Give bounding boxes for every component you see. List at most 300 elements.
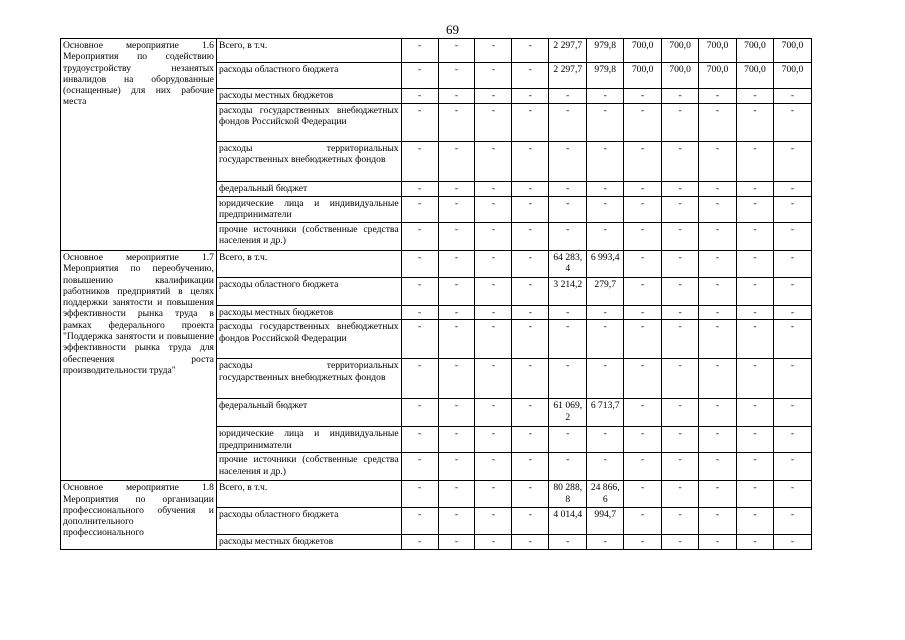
value-text: - (528, 64, 532, 75)
value-text: - (641, 321, 645, 333)
value-text: - (566, 224, 570, 235)
value-cell (624, 251, 662, 278)
value-cell (475, 535, 512, 549)
value-text: - (641, 307, 645, 318)
value-cell (624, 182, 662, 197)
value-cell (737, 63, 774, 89)
value-text: - (417, 428, 422, 440)
value-text: - (753, 509, 757, 521)
funding-source-cell: прочие источники (собственные средства населения и др.) (216, 453, 401, 481)
value-cell (401, 39, 438, 63)
value-text: - (528, 360, 532, 372)
value-cell (737, 427, 774, 453)
value-text: - (678, 360, 682, 372)
value-text: - (790, 454, 795, 466)
value-cell (699, 39, 737, 63)
value-text: - (641, 454, 645, 466)
value-cell (624, 399, 662, 427)
value-cell (624, 427, 662, 453)
value-text: - (790, 90, 795, 101)
event-name-cell: Основное мероприятие 1.8 Мероприятия по организации профессионального обучения и дополнительного профессионального (61, 481, 217, 549)
value-cell (401, 427, 438, 453)
value-text: - (454, 321, 459, 333)
value-text: - (603, 321, 607, 333)
value-cell (438, 278, 475, 306)
value-text: - (753, 536, 757, 548)
value-text: - (678, 279, 682, 290)
value-text: - (790, 482, 795, 494)
value-cell (475, 427, 512, 453)
value-cell (773, 508, 811, 535)
value-text: - (417, 252, 422, 263)
value-text: - (417, 360, 422, 372)
value-text: - (790, 428, 795, 440)
value-text: - (603, 454, 607, 466)
event-name-cell: Основное мероприятие 1.6 Мероприятия по содействию трудоустройству незанятых инвалидов на оборудованные (оснащенные) для них рабочие места (61, 39, 217, 251)
value-text: 6 713,7 (590, 400, 620, 412)
value-cell (662, 142, 699, 182)
value-text: - (566, 360, 570, 372)
value-text: 994,7 (594, 509, 616, 521)
value-cell (549, 182, 587, 197)
value-cell (773, 359, 811, 399)
value-cell (512, 251, 549, 278)
value-cell (549, 508, 587, 535)
value-text: - (715, 509, 720, 521)
value-cell (438, 508, 475, 535)
value-cell (773, 63, 811, 89)
value-text: - (715, 224, 720, 235)
value-text: 700,0 (744, 64, 766, 75)
value-cell (737, 481, 774, 508)
value-cell (475, 399, 512, 427)
value-text: - (454, 536, 459, 548)
value-text: 4 014,4 (553, 509, 583, 521)
value-text: - (753, 482, 757, 494)
value-cell (475, 223, 512, 251)
value-cell (438, 89, 475, 104)
value-text: - (491, 307, 496, 318)
value-text: 3 214,2 (553, 279, 583, 290)
value-text: - (715, 252, 720, 263)
value-text: - (678, 252, 682, 263)
value-cell (662, 399, 699, 427)
table-row (61, 39, 812, 63)
value-cell (401, 453, 438, 481)
value-cell (587, 399, 624, 427)
value-text: - (753, 307, 757, 318)
value-cell (549, 63, 587, 89)
value-text: - (528, 321, 532, 333)
value-cell (773, 39, 811, 63)
value-text: - (641, 183, 645, 194)
funding-source-cell: Всего, в т.ч. (216, 251, 401, 278)
value-text: - (603, 90, 607, 101)
value-text: - (417, 143, 422, 154)
value-text: - (641, 509, 645, 521)
value-text: - (715, 198, 720, 209)
value-text: - (715, 279, 720, 290)
value-text: - (678, 454, 682, 466)
value-cell (699, 104, 737, 142)
value-cell (512, 535, 549, 549)
value-text: - (491, 454, 496, 466)
value-text: - (491, 400, 496, 412)
value-cell (624, 359, 662, 399)
value-cell (587, 197, 624, 223)
value-text: - (641, 90, 645, 101)
value-text: - (715, 143, 720, 154)
value-text: - (454, 509, 459, 521)
value-text: 700,0 (781, 64, 804, 75)
value-text: - (491, 536, 496, 548)
value-cell (587, 320, 624, 359)
value-cell (662, 453, 699, 481)
table-row (61, 251, 812, 278)
value-text: - (454, 143, 459, 154)
value-cell (549, 251, 587, 278)
value-text: - (528, 183, 532, 194)
value-text: - (528, 143, 532, 154)
value-text: - (528, 224, 532, 235)
value-text: 2 297,7 (553, 40, 583, 51)
value-text: - (417, 482, 422, 494)
value-text: - (528, 105, 532, 116)
value-text: 979,8 (594, 64, 616, 75)
value-text: - (491, 198, 496, 209)
value-cell (662, 481, 699, 508)
value-text: - (678, 428, 682, 440)
funding-source-cell: расходы местных бюджетов (216, 535, 401, 549)
value-cell (699, 306, 737, 320)
value-text: - (678, 105, 682, 116)
value-cell (512, 89, 549, 104)
value-cell (438, 359, 475, 399)
value-cell (401, 142, 438, 182)
funding-source-cell: юридические лица и индивидуальные предприниматели (216, 197, 401, 223)
value-cell (438, 223, 475, 251)
value-text: - (603, 143, 607, 154)
value-text: - (454, 105, 459, 116)
value-text: - (790, 143, 795, 154)
value-cell (587, 39, 624, 63)
value-text: - (790, 307, 795, 318)
value-cell (662, 223, 699, 251)
value-text: - (491, 252, 496, 263)
value-cell (438, 142, 475, 182)
value-cell (549, 399, 587, 427)
value-cell (401, 89, 438, 104)
value-cell (737, 197, 774, 223)
value-text: - (454, 482, 459, 494)
value-cell (587, 535, 624, 549)
value-text: - (417, 224, 422, 235)
value-text: - (641, 105, 645, 116)
value-cell (475, 251, 512, 278)
value-text: - (528, 454, 532, 466)
value-cell (699, 320, 737, 359)
value-text: - (641, 279, 645, 290)
value-cell (549, 320, 587, 359)
value-text: - (753, 360, 757, 372)
value-cell (624, 63, 662, 89)
value-text: - (528, 40, 532, 51)
value-text: 700,0 (781, 40, 804, 51)
funding-source-cell: расходы областного бюджета (216, 63, 401, 89)
value-cell (737, 89, 774, 104)
value-text: 700,0 (669, 64, 691, 75)
value-text: - (790, 224, 795, 235)
value-cell (773, 427, 811, 453)
value-text: - (454, 224, 459, 235)
value-cell (587, 306, 624, 320)
value-text: - (528, 536, 532, 548)
value-cell (512, 142, 549, 182)
value-text: 2 297,7 (553, 64, 583, 75)
value-cell (662, 63, 699, 89)
value-text: - (491, 360, 496, 372)
value-cell (401, 481, 438, 508)
value-cell (475, 481, 512, 508)
value-text: - (790, 252, 795, 263)
funding-source-cell: расходы местных бюджетов (216, 89, 401, 104)
value-cell (699, 63, 737, 89)
value-text: 700,0 (631, 40, 654, 51)
value-cell (587, 142, 624, 182)
value-text: - (790, 198, 795, 209)
value-cell (737, 182, 774, 197)
value-cell (587, 508, 624, 535)
table-body (61, 39, 812, 550)
value-cell (737, 142, 774, 182)
value-cell (549, 104, 587, 142)
value-cell (401, 359, 438, 399)
value-text: - (790, 360, 795, 372)
value-text: - (641, 428, 645, 440)
value-text: - (753, 90, 757, 101)
value-cell (475, 453, 512, 481)
value-text: - (491, 40, 496, 51)
value-text: - (417, 64, 422, 75)
value-cell (662, 197, 699, 223)
value-text: - (678, 224, 682, 235)
value-cell (438, 399, 475, 427)
funding-source-cell: расходы областного бюджета (216, 278, 401, 306)
value-cell (512, 359, 549, 399)
value-cell (624, 142, 662, 182)
value-cell (549, 142, 587, 182)
value-cell (475, 89, 512, 104)
value-cell (549, 427, 587, 453)
value-cell (475, 182, 512, 197)
value-text: - (417, 536, 422, 548)
budget-table (60, 38, 812, 550)
value-text: - (528, 198, 532, 209)
value-text: - (715, 482, 720, 494)
value-cell (438, 306, 475, 320)
value-cell (512, 197, 549, 223)
value-text: - (678, 183, 682, 194)
value-text: - (678, 509, 682, 521)
value-text: - (715, 90, 720, 101)
value-cell (401, 306, 438, 320)
value-text: - (603, 198, 607, 209)
value-cell (624, 453, 662, 481)
value-text: - (715, 400, 720, 412)
value-cell (773, 481, 811, 508)
value-text: - (603, 360, 607, 372)
value-cell (699, 223, 737, 251)
value-text: - (417, 454, 422, 466)
value-cell (549, 453, 587, 481)
value-text: - (753, 321, 757, 333)
value-cell (624, 104, 662, 142)
value-cell (662, 39, 699, 63)
value-text: - (491, 143, 496, 154)
value-cell (512, 481, 549, 508)
value-cell (587, 453, 624, 481)
value-text: - (641, 224, 645, 235)
value-text: - (603, 224, 607, 235)
value-cell (662, 89, 699, 104)
value-cell (662, 427, 699, 453)
value-text: - (491, 279, 496, 290)
value-text: - (528, 307, 532, 318)
value-text: - (641, 198, 645, 209)
value-cell (587, 182, 624, 197)
value-cell (737, 453, 774, 481)
value-text: - (528, 279, 532, 290)
value-text: - (454, 40, 459, 51)
value-cell (512, 104, 549, 142)
value-cell (773, 223, 811, 251)
value-cell (587, 359, 624, 399)
value-text: - (641, 400, 645, 412)
value-cell (737, 104, 774, 142)
value-cell (587, 481, 624, 508)
value-text: - (715, 428, 720, 440)
value-cell (438, 197, 475, 223)
value-text: - (528, 400, 532, 412)
value-cell (475, 320, 512, 359)
value-text: - (790, 400, 795, 412)
value-cell (401, 535, 438, 549)
value-cell (549, 278, 587, 306)
value-text: - (678, 321, 682, 333)
value-cell (662, 278, 699, 306)
value-cell (737, 320, 774, 359)
value-cell (737, 535, 774, 549)
value-text: - (603, 428, 607, 440)
value-cell (662, 359, 699, 399)
value-cell (475, 359, 512, 399)
value-cell (662, 508, 699, 535)
value-cell (662, 535, 699, 549)
value-text: 700,0 (631, 64, 654, 75)
value-text: - (678, 90, 682, 101)
funding-source-cell: расходы государственных внебюджетных фондов Российской Федерации (216, 104, 401, 142)
value-cell (401, 63, 438, 89)
value-text: - (491, 64, 496, 75)
value-cell (475, 306, 512, 320)
value-text: 64 283,4 (553, 252, 583, 275)
funding-source-cell: федеральный бюджет (216, 182, 401, 197)
value-cell (475, 278, 512, 306)
value-cell (737, 251, 774, 278)
value-text: - (528, 252, 532, 263)
value-cell (699, 359, 737, 399)
value-text: - (603, 105, 607, 116)
value-cell (587, 63, 624, 89)
value-text: 700,0 (669, 40, 691, 51)
value-text: - (678, 400, 682, 412)
value-cell (699, 182, 737, 197)
value-text: - (753, 183, 757, 194)
value-text: - (454, 400, 459, 412)
value-text: 700,0 (706, 64, 729, 75)
value-text: 80 288,8 (553, 482, 583, 505)
value-cell (624, 306, 662, 320)
value-text: - (641, 536, 645, 548)
funding-source-cell: расходы областного бюджета (216, 508, 401, 535)
value-cell (549, 306, 587, 320)
value-cell (773, 89, 811, 104)
value-cell (737, 39, 774, 63)
value-text: - (641, 252, 645, 263)
value-text: - (491, 183, 496, 194)
value-text: - (790, 183, 795, 194)
value-text: - (715, 454, 720, 466)
value-text: - (417, 105, 422, 116)
value-text: - (753, 105, 757, 116)
value-text: - (491, 321, 496, 333)
value-cell (475, 508, 512, 535)
value-cell (587, 278, 624, 306)
value-cell (512, 39, 549, 63)
value-cell (438, 182, 475, 197)
value-cell (401, 251, 438, 278)
value-text: 700,0 (706, 40, 729, 51)
value-text: - (528, 509, 532, 521)
value-text: - (790, 279, 795, 290)
value-cell (699, 453, 737, 481)
value-cell (662, 182, 699, 197)
value-cell (475, 39, 512, 63)
value-cell (438, 481, 475, 508)
value-text: - (491, 224, 496, 235)
value-cell (587, 223, 624, 251)
value-cell (401, 223, 438, 251)
value-text: - (491, 428, 496, 440)
page-number: 69 (446, 22, 459, 37)
value-text: - (491, 105, 496, 116)
value-cell (624, 278, 662, 306)
value-text: - (528, 428, 532, 440)
funding-source-cell: прочие источники (собственные средства населения и др.) (216, 223, 401, 251)
value-text: - (454, 64, 459, 75)
value-cell (624, 197, 662, 223)
value-cell (549, 223, 587, 251)
funding-source-cell: Всего, в т.ч. (216, 39, 401, 63)
value-text: - (417, 279, 422, 290)
value-text: - (715, 536, 720, 548)
value-cell (662, 306, 699, 320)
value-text: - (678, 198, 682, 209)
value-text: - (454, 279, 459, 290)
value-cell (699, 142, 737, 182)
value-text: - (566, 428, 570, 440)
value-text: - (417, 509, 422, 521)
